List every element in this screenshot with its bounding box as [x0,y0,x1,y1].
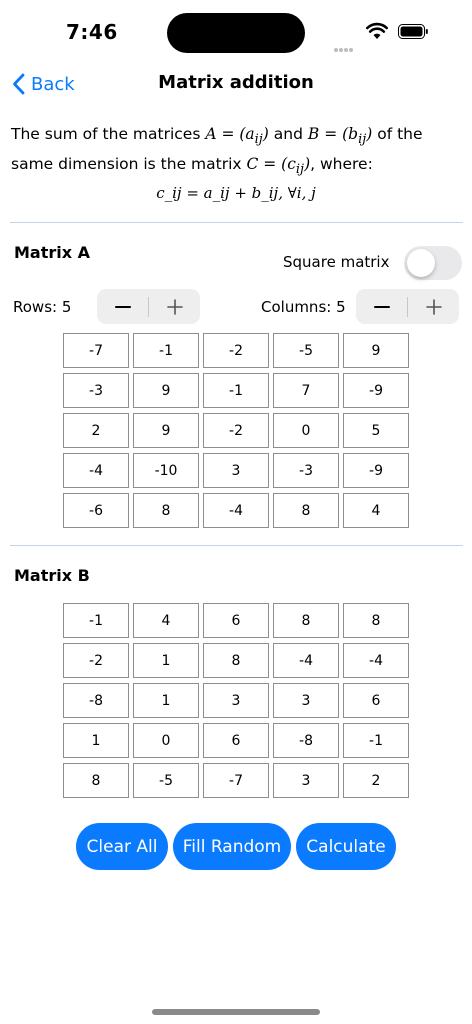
matrix-a-cell-input[interactable]: 8 [273,493,339,528]
matrix-a-cell-input[interactable]: -4 [203,493,269,528]
page-title: Matrix addition [158,72,314,93]
matrix-a-cell-input[interactable]: -1 [133,333,199,368]
plus-icon [166,298,184,316]
minus-icon [114,298,132,316]
matrix-b-cell-input[interactable]: 3 [273,763,339,798]
matrix-b-row [63,683,409,718]
matrix-a-cell-input[interactable]: 2 [63,413,129,448]
matrix-a-cell-input[interactable]: -9 [343,453,409,488]
matrix-b-row [63,603,409,638]
matrix-a-cell-input[interactable]: -9 [343,373,409,408]
matrix-b-cell-input[interactable]: -4 [273,643,339,678]
rows-stepper [97,289,200,324]
matrix-b-cell-input[interactable]: 4 [133,603,199,638]
matrix-a-cell-input[interactable]: -2 [203,413,269,448]
matrix-b-cell-input[interactable]: -2 [63,643,129,678]
columns-decrement-button[interactable] [356,289,407,324]
matrix-a-cell-input[interactable]: -4 [63,453,129,488]
matrix-b-cell-input[interactable]: 6 [343,683,409,718]
matrix-b-cell-input[interactable]: 6 [203,723,269,758]
matrix-a-cell-input[interactable]: 9 [343,333,409,368]
battery-icon [398,24,428,39]
square-matrix-label: Square matrix [283,253,390,271]
matrix-b-row [63,763,409,798]
matrix-b-cell-input[interactable]: 6 [203,603,269,638]
rows-label: Rows: 5 [13,298,72,316]
matrix-a-cell-input[interactable]: -10 [133,453,199,488]
divider [10,222,463,223]
matrix-a-title: Matrix A [14,243,91,262]
matrix-b-cell-input[interactable]: -5 [133,763,199,798]
matrix-a-cell-input[interactable]: -6 [63,493,129,528]
rows-decrement-button[interactable] [97,289,148,324]
columns-stepper [356,289,459,324]
matrix-a-row [63,413,409,448]
minus-icon [373,298,391,316]
matrix-b-cell-input[interactable]: -8 [273,723,339,758]
rows-increment-button[interactable] [149,289,200,324]
matrix-a-cell-input[interactable]: 0 [273,413,339,448]
plus-icon [425,298,443,316]
matrix-b-cell-input[interactable]: 0 [133,723,199,758]
matrix-b-cell-input[interactable]: 1 [133,683,199,718]
calculate-button[interactable]: Calculate [296,823,396,870]
wifi-icon [366,22,388,40]
matrix-b-cell-input[interactable]: 3 [203,683,269,718]
divider [10,545,463,546]
navigation-bar [0,62,472,106]
fill-random-button[interactable]: Fill Random [173,823,291,870]
clear-all-button[interactable]: Clear All [76,823,168,870]
matrix-a-cell-input[interactable]: 4 [343,493,409,528]
matrix-b-cell-input[interactable]: -1 [343,723,409,758]
matrix-a-cell-input[interactable]: 7 [273,373,339,408]
matrix-b-title: Matrix B [14,566,90,585]
matrix-a-row [63,453,409,488]
matrix-b-cell-input[interactable]: -1 [63,603,129,638]
matrix-b-cell-input[interactable]: 2 [343,763,409,798]
matrix-b-row [63,723,409,758]
action-bar [0,823,472,871]
matrix-a-cell-input[interactable]: 5 [343,413,409,448]
matrix-a-cell-input[interactable]: -2 [203,333,269,368]
matrix-b-cell-input[interactable]: 8 [343,603,409,638]
matrix-a-grid [63,333,409,533]
matrix-b-cell-input[interactable]: 8 [273,603,339,638]
description-text: The sum of the matrices $A = (a_{ij})$ and $B = (b_{ij})$ of the same dimension is the matrix $C = (c_{ij})$, where: [11,125,423,178]
matrix-a-cell-input[interactable]: 3 [203,453,269,488]
matrix-a-cell-input[interactable]: 9 [133,373,199,408]
matrix-b-cell-input[interactable]: 8 [63,763,129,798]
toggle-knob [407,249,435,277]
matrix-b-cell-input[interactable]: 1 [133,643,199,678]
matrix-a-cell-input[interactable]: -1 [203,373,269,408]
home-indicator [152,1009,320,1015]
matrix-b-cell-input[interactable]: 1 [63,723,129,758]
matrix-b-row [63,643,409,678]
columns-increment-button[interactable] [408,289,459,324]
matrix-a-cell-input[interactable]: -5 [273,333,339,368]
matrix-b-cell-input[interactable]: -4 [343,643,409,678]
addition-formula: c_ij = a_ij + b_ij, ∀i, j [156,184,316,202]
status-time: 7:46 [66,20,118,44]
matrix-b-cell-input[interactable]: -7 [203,763,269,798]
square-matrix-toggle[interactable] [404,246,462,280]
matrix-a-cell-input[interactable]: -3 [273,453,339,488]
cellular-signal-icon [334,37,354,56]
back-label: Back [31,73,75,95]
status-bar [0,0,472,60]
dynamic-island [167,13,305,53]
matrix-a-cell-input[interactable]: -3 [63,373,129,408]
columns-label: Columns: 5 [261,298,346,316]
matrix-a-cell-input[interactable]: 8 [133,493,199,528]
matrix-b-grid [63,603,409,803]
matrix-b-cell-input[interactable]: 8 [203,643,269,678]
matrix-a-cell-input[interactable]: -7 [63,333,129,368]
matrix-a-row [63,333,409,368]
matrix-b-cell-input[interactable]: 3 [273,683,339,718]
matrix-a-row [63,493,409,528]
matrix-a-row [63,373,409,408]
matrix-a-cell-input[interactable]: 9 [133,413,199,448]
matrix-b-cell-input[interactable]: -8 [63,683,129,718]
